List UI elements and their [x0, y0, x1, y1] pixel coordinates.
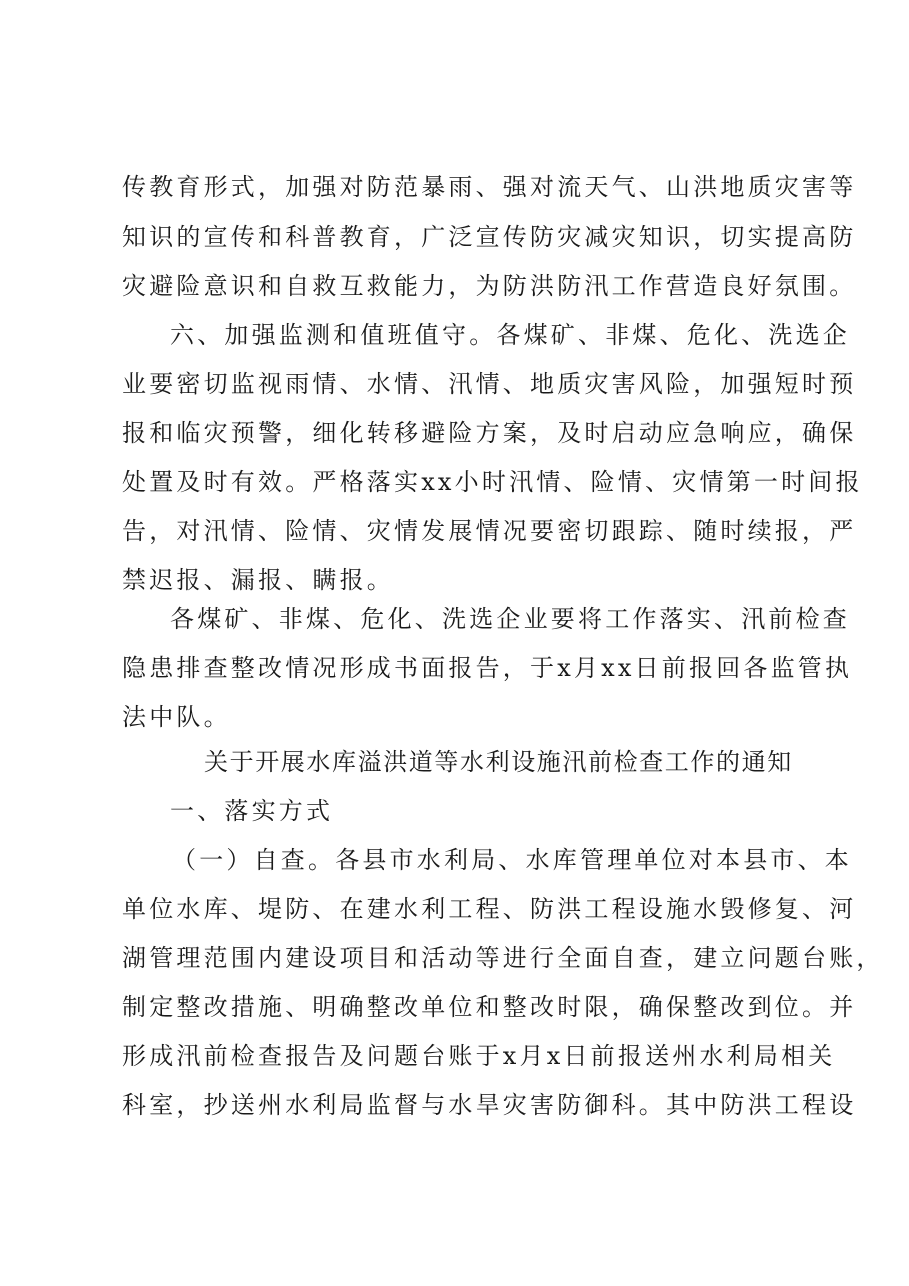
text-line: 法中队。 [122, 703, 231, 731]
text-line: 处置及时有效。严格落实xx小时汛情、险情、灾情第一时间报 [122, 468, 863, 496]
text-line: 湖管理范围内建设项目和活动等进行全面自查，建立问题台账， [122, 944, 884, 972]
text-line: 传教育形式，加强对防范暴雨、强对流天气、山洪地质灾害等 [122, 173, 857, 201]
text-line: 隐患排查整改情况形成书面报告，于x月xx日前报回各监管执 [122, 654, 853, 682]
text-line: 禁迟报、漏报、瞒报。 [122, 566, 394, 594]
text-line: 制定整改措施、明确整改单位和整改时限，确保整改到位。并 [122, 993, 857, 1021]
text-line: 六、加强监测和值班值守。各煤矿、非煤、危化、洗选企 [170, 321, 850, 349]
text-line: 报和临灾预警，细化转移避险方案，及时启动应急响应，确保 [122, 419, 857, 447]
text-line: 告，对汛情、险情、灾情发展情况要密切跟踪、随时续报，严 [122, 517, 857, 545]
notice-title: 关于开展水库溢洪道等水利设施汛前检查工作的通知 [204, 748, 793, 776]
text-line: 科室，抄送州水利局监督与水旱灾害防御科。其中防洪工程设 [122, 1091, 857, 1119]
section-heading: 一、落实方式 [170, 797, 334, 825]
text-line: 业要密切监视雨情、水情、汛情、地质灾害风险，加强短时预 [122, 370, 857, 398]
text-line: （一）自查。各县市水利局、水库管理单位对本县市、本 [172, 846, 852, 874]
text-line: 各煤矿、非煤、危化、洗选企业要将工作落实、汛前检查 [170, 605, 850, 633]
text-line: 知识的宣传和科普教育，广泛宣传防灾减灾知识，切实提高防 [122, 223, 857, 251]
text-line: 形成汛前检查报告及问题台账于x月x日前报送州水利局相关 [122, 1042, 836, 1070]
text-line: 灾避险意识和自救互救能力，为防洪防汛工作营造良好氛围。 [122, 272, 857, 300]
text-line: 单位水库、堤防、在建水利工程、防洪工程设施水毁修复、河 [122, 895, 857, 923]
